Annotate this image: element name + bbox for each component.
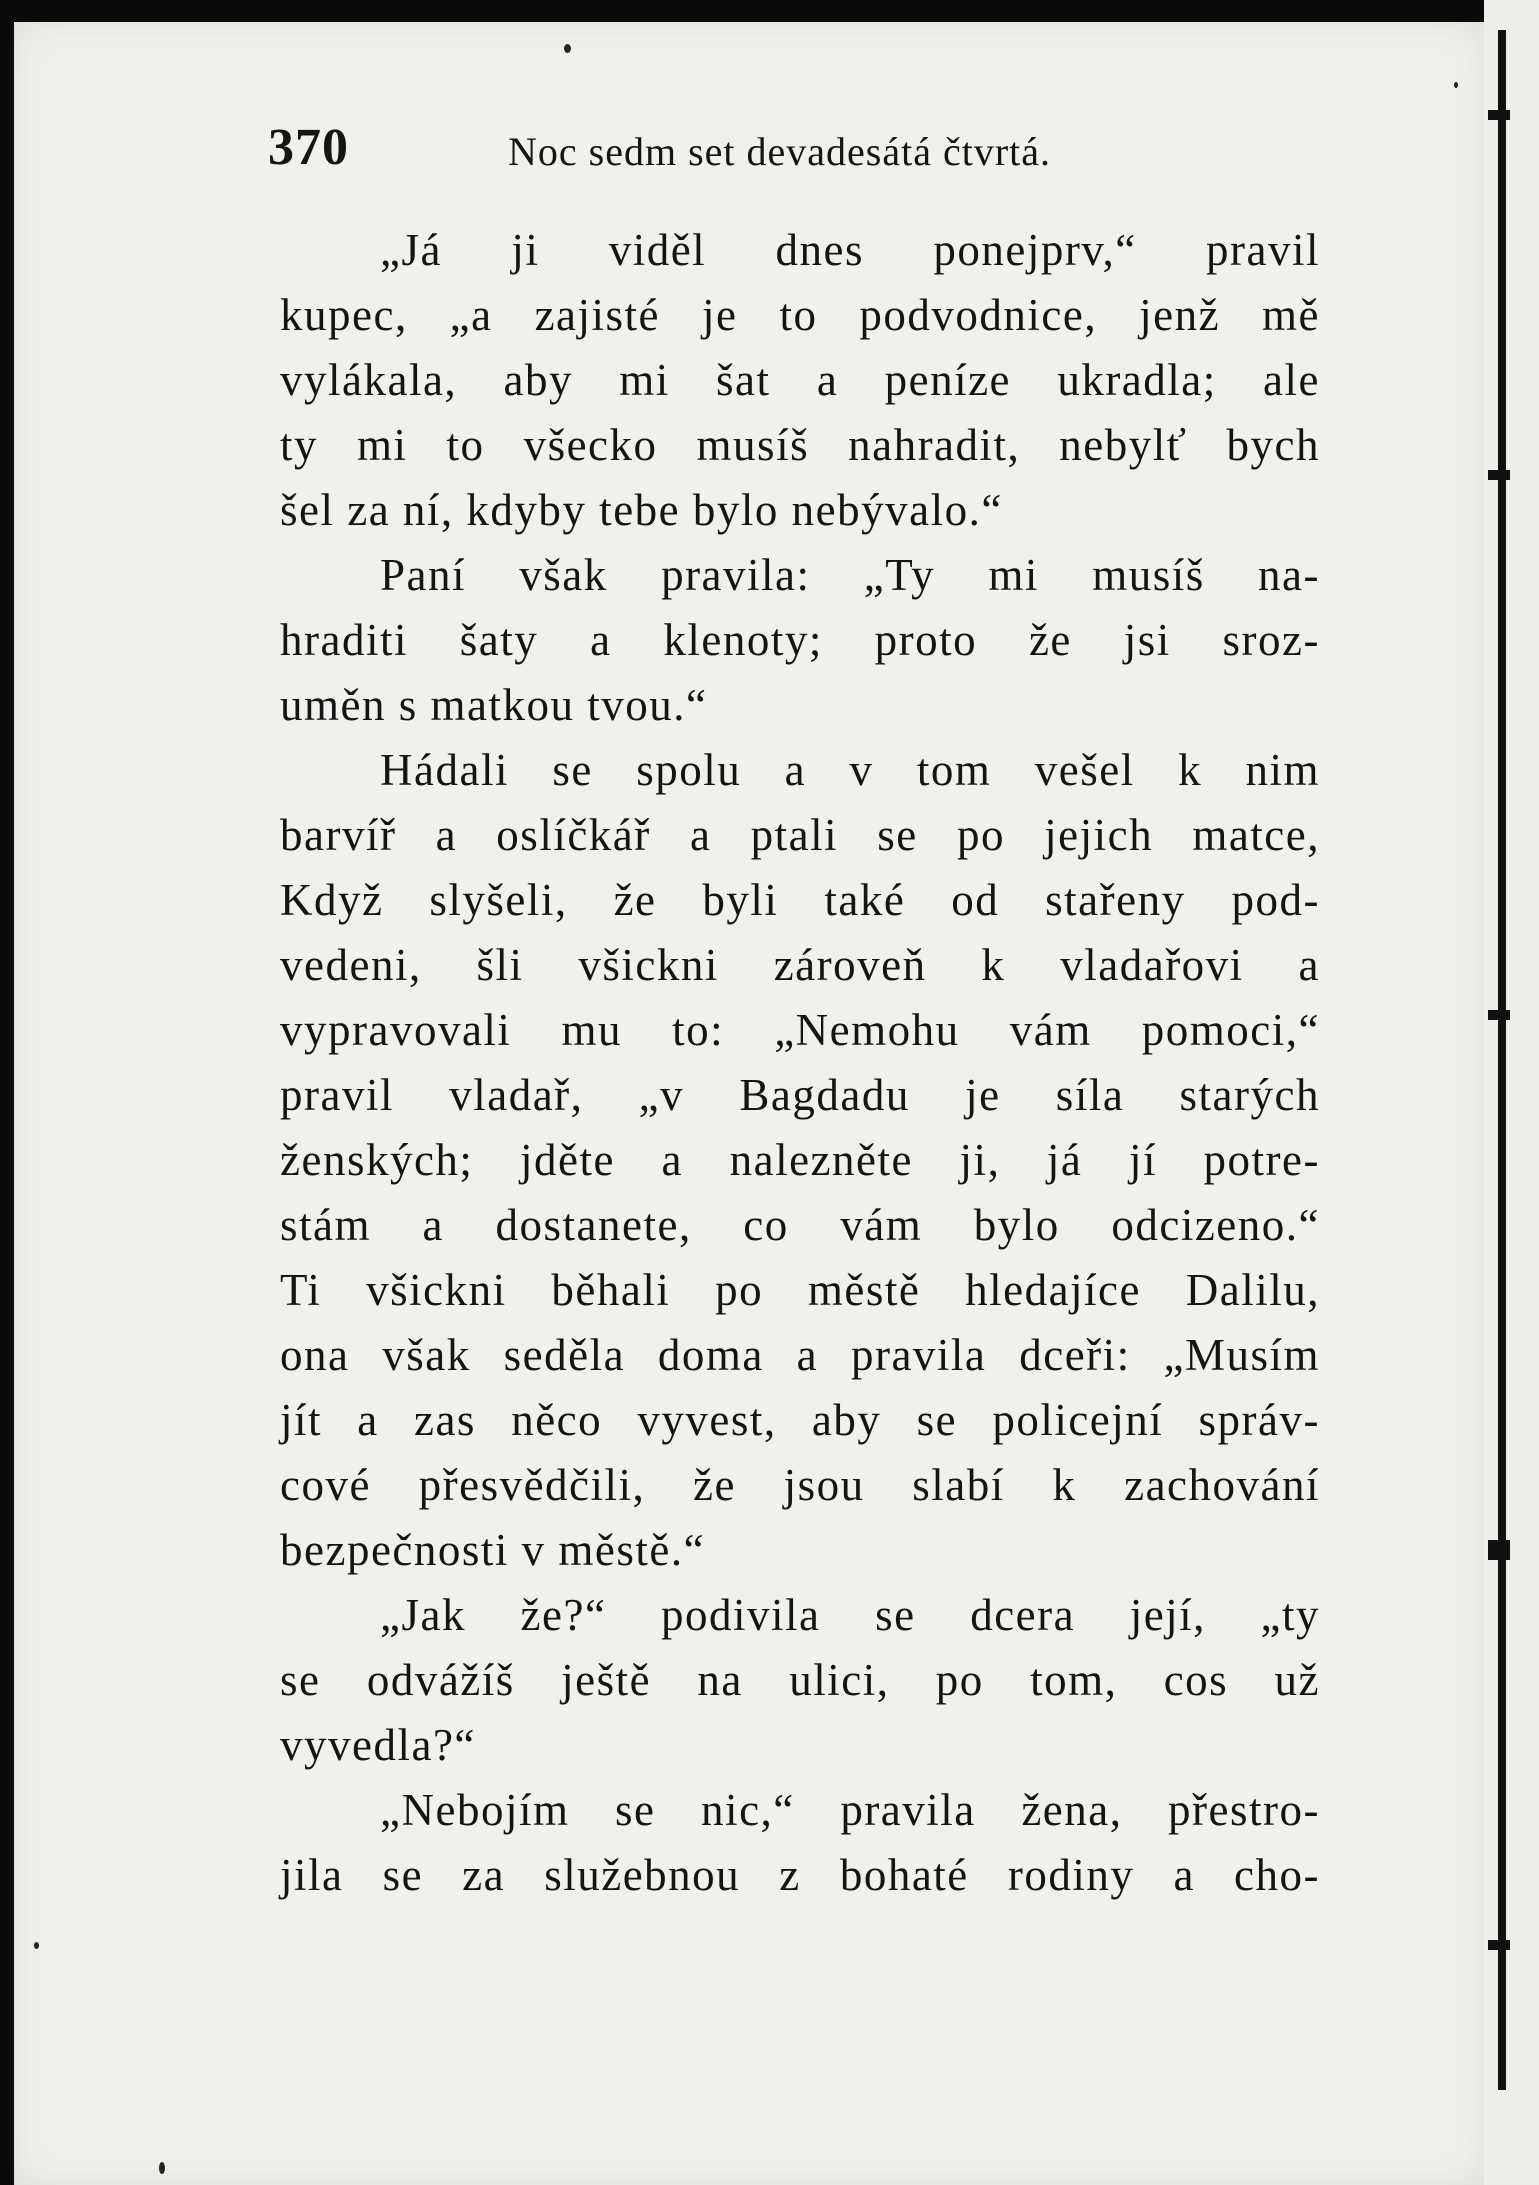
binding-edge-rule xyxy=(1498,30,1506,2090)
text-line: vyvedla?“ xyxy=(280,1720,476,1770)
binding-edge-mark xyxy=(1488,1540,1510,1560)
text-line: kupec, „a zajisté je to podvodnice, jenž mě xyxy=(280,290,1320,340)
dust-speck xyxy=(564,44,571,53)
text-line: ty mi to všecko musíš nahradit, nebylť bych xyxy=(280,420,1320,470)
text-line: jít a zas něco vyvest, aby se policejní správ- xyxy=(280,1395,1320,1445)
text-line: pravil vladař, „v Bagdadu je síla starých xyxy=(280,1070,1320,1120)
text-line: vypravovali mu to: „Nemohu vám pomoci,“ xyxy=(280,1005,1320,1055)
text-line: šel za ní, kdyby tebe bylo nebývalo.“ xyxy=(280,485,1003,535)
text-line: stám a dostanete, co vám bylo odcizeno.“ xyxy=(280,1200,1320,1250)
text-line: „Já ji viděl dnes ponejprv,“ pravil xyxy=(380,225,1320,275)
text-line: se odvážíš ještě na ulici, po tom, cos už xyxy=(280,1655,1320,1705)
text-line: vedeni, šli všickni zároveň k vladařovi a xyxy=(280,940,1320,990)
text-line: Hádali se spolu a v tom vešel k nim xyxy=(380,745,1320,795)
page-number: 370 xyxy=(268,119,349,176)
binding-edge-mark xyxy=(1488,110,1510,120)
binding-edge-mark xyxy=(1488,470,1510,480)
text-line: „Nebojím se nic,“ pravila žena, přestro- xyxy=(380,1785,1320,1835)
page-header xyxy=(268,118,1328,178)
running-head: Noc sedm set devadesátá čtvrtá. xyxy=(508,129,1052,174)
text-line: vylákala, aby mi šat a peníze ukradla; ale xyxy=(280,355,1320,405)
paragraph xyxy=(280,1583,1320,1778)
binding-edge-mark xyxy=(1488,1010,1510,1020)
dust-speck xyxy=(1454,82,1458,88)
paragraph xyxy=(280,738,1320,1583)
text-line: Když slyšeli, že byli také od stařeny pod- xyxy=(280,875,1320,925)
binding-edge-mark xyxy=(1488,1940,1510,1950)
dust-speck xyxy=(159,2162,165,2174)
text-line: jila se za služebnou z bohaté rodiny a cho- xyxy=(280,1850,1320,1900)
text-line: uměn s matkou tvou.“ xyxy=(280,680,708,730)
text-line: ženských; jděte a nalezněte ji, já jí potre- xyxy=(280,1135,1320,1185)
text-line: barvíř a oslíčkář a ptali se po jejich matce, xyxy=(280,810,1320,860)
paragraph xyxy=(280,1778,1320,1908)
text-line: ona však seděla doma a pravila dceři: „Musím xyxy=(280,1330,1320,1380)
text-line: bezpečnosti v městě.“ xyxy=(280,1525,706,1575)
text-line: „Jak že?“ podivila se dcera její, „ty xyxy=(380,1590,1320,1640)
text-line: hraditi šaty a klenoty; proto že jsi sroz- xyxy=(280,615,1320,665)
body-text xyxy=(280,218,1320,1908)
text-line: cové přesvědčili, že jsou slabí k zachování xyxy=(280,1460,1320,1510)
text-line: Ti všickni běhali po městě hledajíce Dalilu, xyxy=(280,1265,1320,1315)
dust-speck xyxy=(34,1942,39,1949)
text-line: Paní však pravila: „Ty mi musíš na- xyxy=(380,550,1320,600)
paragraph xyxy=(280,218,1320,543)
paragraph xyxy=(280,543,1320,738)
adjacent-page-edge xyxy=(1484,0,1539,2185)
